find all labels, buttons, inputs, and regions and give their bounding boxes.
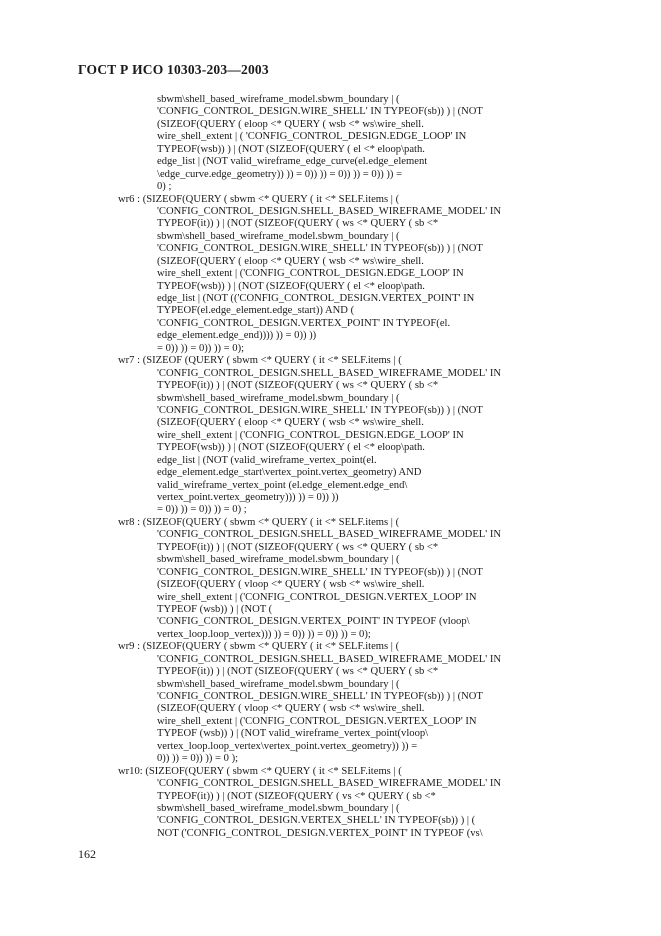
- code-line: TYPEOF(it)) ) | (NOT (SIZEOF(QUERY ( vs <* QUERY ( sb <*: [157, 790, 436, 802]
- code-line: 'CONFIG_CONTROL_DESIGN.WIRE_SHELL' IN TYPEOF(sb)) ) | (NOT: [157, 106, 483, 118]
- code-line: NOT ('CONFIG_CONTROL_DESIGN.VERTEX_POINT' IN TYPEOF (vs\: [157, 827, 483, 839]
- code-line: wire_shell_extent | ('CONFIG_CONTROL_DESIGN.VERTEX_LOOP' IN: [157, 715, 477, 727]
- code-line: vertex_loop.loop_vertex))) )) = 0)) )) = 0)) )) = 0);: [157, 628, 371, 640]
- code-line: (SIZEOF(QUERY ( eloop <* QUERY ( wsb <* ws\wire_shell.: [157, 118, 424, 130]
- code-line: vertex_loop.loop_vertex\vertex_point.vertex_geometry)) )) =: [157, 740, 418, 752]
- code-line: wire_shell_extent | ('CONFIG_CONTROL_DESIGN.EDGE_LOOP' IN: [157, 268, 464, 280]
- code-line: TYPEOF(it)) ) | (NOT (SIZEOF(QUERY ( ws <* QUERY ( sb <*: [157, 666, 439, 678]
- code-line: sbwm\shell_based_wireframe_model.sbwm_boundary | (: [157, 392, 400, 404]
- rule-start-line: wr7 : (SIZEOF (QUERY ( sbwm <* QUERY ( it <* SELF.items | (: [118, 355, 402, 367]
- code-line: sbwm\shell_based_wireframe_model.sbwm_boundary | (: [157, 554, 400, 566]
- rule-start-line: wr8 : (SIZEOF(QUERY ( sbwm <* QUERY ( it <* SELF.items | (: [118, 516, 400, 528]
- express-code-block: [118, 94, 548, 840]
- code-line: valid_wireframe_vertex_point (el.edge_element.edge_end\: [157, 479, 408, 491]
- rule-start-line: wr9 : (SIZEOF(QUERY ( sbwm <* QUERY ( it <* SELF.items | (: [118, 641, 400, 653]
- code-line: 'CONFIG_CONTROL_DESIGN.WIRE_SHELL' IN TYPEOF(sb)) ) | (NOT: [157, 691, 483, 702]
- code-line: (SIZEOF(QUERY ( eloop <* QUERY ( wsb <* ws\wire_shell.: [157, 255, 424, 267]
- code-line: edge_list | (NOT valid_wireframe_edge_curve(el.edge_element: [157, 156, 428, 168]
- page-number: 162: [78, 847, 96, 861]
- code-line: (SIZEOF(QUERY ( vloop <* QUERY ( wsb <* ws\wire_shell.: [157, 703, 425, 715]
- code-line: 0)) )) = 0)) )) = 0 );: [157, 753, 239, 765]
- code-line: TYPEOF (wsb)) ) | (NOT valid_wireframe_vertex_point(vloop\: [157, 728, 429, 740]
- rule-start-line: wr6 : (SIZEOF(QUERY ( sbwm <* QUERY ( it <* SELF.items | (: [118, 193, 400, 205]
- code-line: 'CONFIG_CONTROL_DESIGN.SHELL_BASED_WIREFRAME_MODEL' IN: [157, 653, 501, 665]
- code-line: (SIZEOF(QUERY ( eloop <* QUERY ( wsb <* ws\wire_shell.: [157, 417, 424, 429]
- code-line: edge_element.edge_end)))) )) = 0)) )): [157, 330, 317, 342]
- code-line: TYPEOF(it)) ) | (NOT (SIZEOF(QUERY ( ws <* QUERY ( sb <*: [157, 380, 439, 392]
- code-line: TYPEOF(el.edge_element.edge_start)) AND (: [157, 305, 355, 317]
- code-line: TYPEOF(it)) ) | (NOT (SIZEOF(QUERY ( ws <* QUERY ( sb <*: [157, 218, 439, 230]
- code-line: 'CONFIG_CONTROL_DESIGN.WIRE_SHELL' IN TYPEOF(sb)) ) | (NOT: [157, 243, 483, 255]
- code-line: vertex_point.vertex_geometry))) )) = 0)) )): [157, 492, 339, 503]
- code-line: edge_element.edge_start\vertex_point.vertex_geometry) AND: [157, 467, 422, 479]
- code-line: edge_list | (NOT (valid_wireframe_vertex_point(el.: [157, 454, 377, 466]
- code-line: \edge_curve.edge_geometry)) )) = 0)) )) = 0)) )) = 0)) )) =: [157, 168, 403, 180]
- code-line: = 0)) )) = 0)) )) = 0);: [157, 342, 245, 354]
- code-line: 'CONFIG_CONTROL_DESIGN.VERTEX_POINT' IN TYPEOF (vloop\: [157, 616, 470, 628]
- rule-start-line: wr10: (SIZEOF(QUERY ( sbwm <* QUERY ( it <* SELF.items | (: [118, 765, 402, 777]
- code-line: 'CONFIG_CONTROL_DESIGN.VERTEX_SHELL' IN TYPEOF(sb)) ) | (: [157, 815, 476, 827]
- code-line: wire_shell_extent | ( 'CONFIG_CONTROL_DESIGN.EDGE_LOOP' IN: [157, 131, 467, 143]
- code-line: TYPEOF (wsb)) ) | (NOT (: [157, 603, 273, 615]
- code-line: 'CONFIG_CONTROL_DESIGN.WIRE_SHELL' IN TYPEOF(sb)) ) | (NOT: [157, 566, 483, 578]
- code-line: sbwm\shell_based_wireframe_model.sbwm_boundary | (: [157, 802, 400, 814]
- code-line: wire_shell_extent | ('CONFIG_CONTROL_DESIGN.EDGE_LOOP' IN: [157, 429, 464, 441]
- code-line: TYPEOF(it)) ) | (NOT (SIZEOF(QUERY ( ws <* QUERY ( sb <*: [157, 541, 439, 553]
- page-header-title: ГОСТ Р ИСО 10303-203—2003: [78, 62, 269, 77]
- code-line: (SIZEOF(QUERY ( vloop <* QUERY ( wsb <* ws\wire_shell.: [157, 579, 425, 591]
- code-line: = 0)) )) = 0)) )) = 0) ;: [157, 504, 247, 516]
- code-line: edge_list | (NOT (('CONFIG_CONTROL_DESIGN.VERTEX_POINT' IN: [157, 293, 475, 304]
- code-line: TYPEOF(wsb)) ) | (NOT (SIZEOF(QUERY ( el <* eloop\path.: [157, 143, 425, 155]
- code-line: 'CONFIG_CONTROL_DESIGN.SHELL_BASED_WIREFRAME_MODEL' IN: [157, 778, 501, 790]
- code-line: 'CONFIG_CONTROL_DESIGN.SHELL_BASED_WIREFRAME_MODEL' IN: [157, 367, 501, 379]
- code-line: sbwm\shell_based_wireframe_model.sbwm_boundary | (: [157, 94, 400, 105]
- code-line: 'CONFIG_CONTROL_DESIGN.WIRE_SHELL' IN TYPEOF(sb)) ) | (NOT: [157, 404, 483, 416]
- code-line: wire_shell_extent | ('CONFIG_CONTROL_DESIGN.VERTEX_LOOP' IN: [157, 591, 477, 603]
- code-line: 0) ;: [157, 181, 172, 193]
- code-line: sbwm\shell_based_wireframe_model.sbwm_boundary | (: [157, 230, 400, 242]
- code-line: TYPEOF(wsb)) ) | (NOT (SIZEOF(QUERY ( el <* eloop\path.: [157, 280, 425, 292]
- code-line: TYPEOF(wsb)) ) | (NOT (SIZEOF(QUERY ( el <* eloop\path.: [157, 442, 425, 454]
- code-line: sbwm\shell_based_wireframe_model.sbwm_boundary | (: [157, 678, 400, 690]
- code-line: 'CONFIG_CONTROL_DESIGN.VERTEX_POINT' IN TYPEOF(el.: [157, 317, 451, 329]
- code-line: 'CONFIG_CONTROL_DESIGN.SHELL_BASED_WIREFRAME_MODEL' IN: [157, 529, 501, 541]
- code-line: 'CONFIG_CONTROL_DESIGN.SHELL_BASED_WIREFRAME_MODEL' IN: [157, 205, 501, 217]
